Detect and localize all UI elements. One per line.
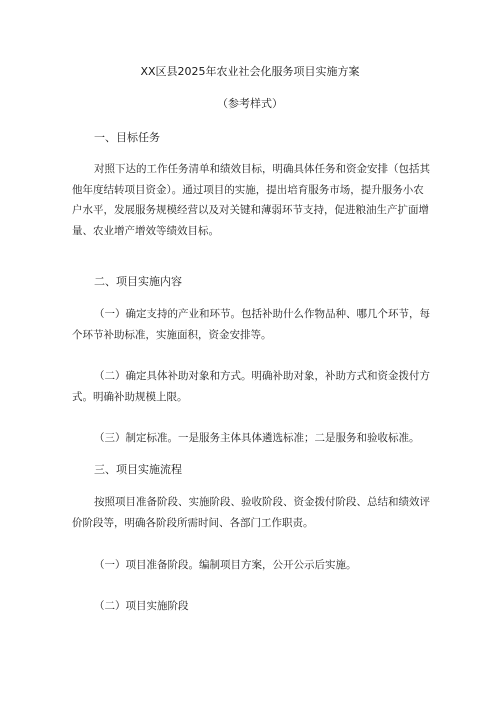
paragraph-implementation	[72, 596, 432, 617]
paragraph-industries	[72, 304, 432, 345]
paragraph-line: （三）制定标准。一是服务主体具体遴选标准；二是服务和验收标准。	[94, 432, 420, 444]
paragraph-line: 个环节补助标准，实施面积，资金安排等。	[72, 328, 272, 341]
paragraph-line: 式。明确补助规模上限。	[72, 390, 188, 403]
section-heading-content: 二、项目实施内容	[94, 275, 182, 288]
paragraph-goals	[72, 159, 432, 241]
paragraph-line: 按照项目准备阶段、实施阶段、验收阶段、资金拨付阶段、总结和绩效评	[94, 496, 430, 508]
paragraph-line: 量、农业增产增效等绩效目标。	[72, 224, 219, 237]
paragraph-line: 户水平，发展服务规模经营以及对关键和薄弱环节支持，促进粮油生产扩面增	[72, 204, 429, 216]
paragraph-preparation	[72, 555, 432, 576]
paragraph-standards	[72, 428, 432, 449]
document-subtitle: （参考样式）	[217, 97, 283, 110]
paragraph-process	[72, 492, 432, 533]
section-heading-goals: 一、目标任务	[94, 131, 160, 144]
paragraph-subsidy	[72, 366, 432, 407]
paragraph-line: 对照下达的工作任务清单和绩效目标，明确具体任务和资金安排（包括其	[94, 163, 430, 175]
paragraph-line: 他年度结转项目资金）。通过项目的实施，提出培育服务市场，提升服务小农	[72, 183, 424, 196]
paragraph-line: （二）确定具体补助对象和方式。明确补助对象，补助方式和资金拨付方	[94, 370, 430, 382]
paragraph-line: （一）确定支持的产业和环节。包括补助什么作物品种、哪几个环节，每	[94, 308, 430, 320]
paragraph-line: （二）项目实施阶段	[94, 600, 189, 612]
document-title: XX区县2025年农业社会化服务项目实施方案	[140, 65, 360, 78]
paragraph-line: （一）项目准备阶段。编制项目方案，公开公示后实施。	[94, 559, 357, 571]
paragraph-line: 价阶段等，明确各阶段所需时间、各部门工作职责。	[72, 516, 314, 529]
section-heading-process: 三、项目实施流程	[94, 463, 182, 476]
